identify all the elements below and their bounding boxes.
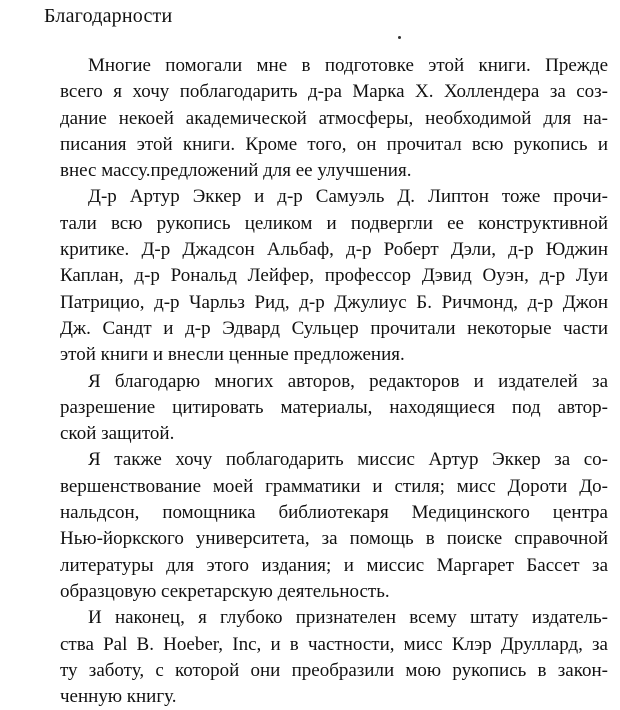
text-line: писания этой книги. Кроме того, он прочитал всю рукопись и (60, 133, 608, 155)
text-line: этой книги и внесли ценные предложения. (60, 344, 405, 366)
text-line: Каплан, д-р Рональд Лейфер, профессор Дэвид Оуэн, д-р Луи (60, 265, 608, 287)
text-line: ченную книгу. (60, 686, 177, 708)
text-line: образцовую секретарскую деятельность. (60, 580, 390, 602)
text-line: ту заботу, с которой они преобразили мою рукопись в закон- (60, 659, 608, 681)
text-line: ства Pal B. Hoeber, Inc, и в частности, мисс Клэр Друллард, за (60, 633, 608, 655)
text-line: литературы для этого издания; и миссис Маргарет Бассет за (60, 554, 608, 576)
text-line: Нью-йоркского университета, за помощь в поиске справочной (60, 528, 608, 550)
text-line: Многие помогали мне в подготовке этой книги. Прежде (88, 55, 608, 76)
page-title: Благодарности (44, 5, 173, 27)
text-line: нальдсон, помощника библиотекаря Медицинского центра (60, 502, 608, 524)
text-line: Я также хочу поблагодарить миссис Артур Эккер за со- (88, 449, 608, 471)
paragraph-2 (32, 184, 608, 368)
text-line: тали всю рукопись целиком и подвергли ее конструктивной (60, 212, 608, 234)
body-text (32, 53, 608, 710)
text-line: ской защитой. (60, 423, 175, 445)
text-line: дание некоей академической атмосферы, необходимой для на- (60, 107, 608, 129)
text-line: внес массу.предложений для ее улучшения. (60, 160, 412, 182)
paragraph-1 (32, 53, 608, 184)
paragraph-5 (32, 605, 608, 710)
print-speck (398, 36, 401, 39)
text-line: всего я хочу поблагодарить д-ра Марка Х. Холлендера за соз- (60, 81, 608, 103)
paragraph-3 (32, 369, 608, 448)
text-line: Дж. Сандт и д-р Эдвард Сульцер прочитали некоторые части (60, 317, 608, 339)
text-line: разрешение цитировать материалы, находящиеся под автор- (60, 396, 608, 418)
text-line: Я благодарю многих авторов, редакторов и издателей за (88, 370, 608, 392)
text-line: критике. Д-р Джадсон Альбаф, д-р Роберт Дэли, д-р Юджин (60, 239, 608, 261)
paragraph-4 (32, 447, 608, 605)
text-line: И наконец, я глубоко признателен всему штату издатель- (88, 607, 608, 629)
text-line: вершенствование моей грамматики и стиля; мисс Дороти До- (60, 475, 608, 497)
text-line: Патрицио, д-р Чарльз Рид, д-р Джулиус Б. Ричмонд, д-р Джон (60, 291, 608, 313)
text-line: Д-р Артур Эккер и д-р Самуэль Д. Липтон тоже прочи- (88, 186, 608, 208)
